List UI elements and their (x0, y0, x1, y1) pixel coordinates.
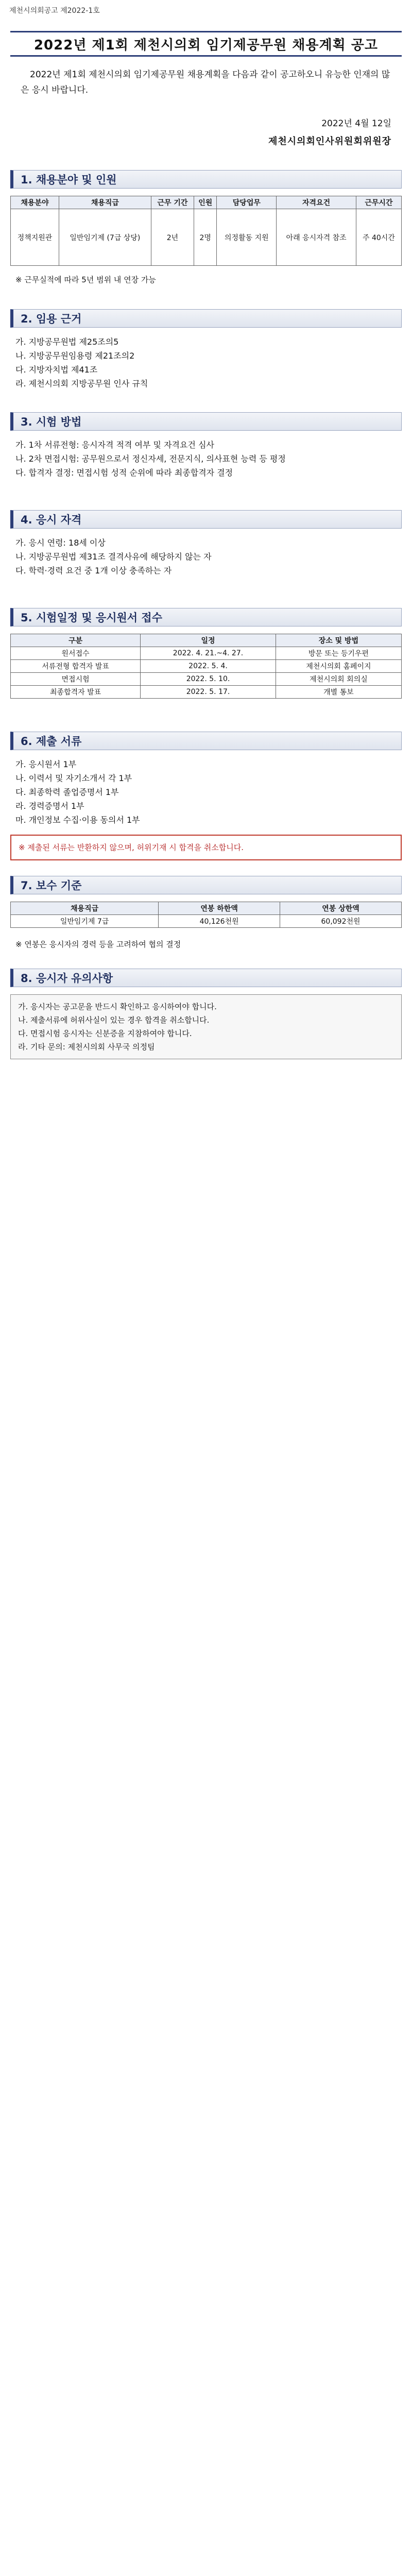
table-cell: 서류전형 합격자 발표 (11, 660, 141, 673)
table-cell: 아래 응시자격 참조 (277, 209, 356, 266)
table-header: 근무시간 (356, 196, 401, 209)
table-cell: 2022. 4. 21.~4. 27. (141, 647, 276, 660)
table-cell: 개별 통보 (276, 686, 401, 699)
section-3-body (15, 438, 397, 480)
section-4-body (15, 536, 397, 578)
list-item: 나. 지방공무원임용령 제21조의2 (15, 351, 135, 361)
table-cell: 일반임기제 7급 (11, 915, 159, 928)
section-heading-1: 1. 채용분야 및 인원 (10, 170, 402, 189)
table-header: 장소 및 방법 (276, 634, 401, 647)
section-heading-2: 2. 임용 근거 (10, 309, 402, 328)
table-header: 구분 (11, 634, 141, 647)
table-header: 채용분야 (11, 196, 59, 209)
section-heading-3: 3. 시험 방법 (10, 412, 402, 431)
table-cell: 의정활동 지원 (217, 209, 277, 266)
list-item: 가. 지방공무원법 제25조의5 (15, 337, 119, 347)
table-cell: 주 40시간 (356, 209, 401, 266)
list-item: 다. 지방자치법 제41조 (15, 365, 98, 375)
cautions-box (10, 994, 402, 1059)
table-header: 채용직급 (11, 902, 159, 915)
table-cell: 60,092천원 (280, 915, 402, 928)
table-cell: 정책지원관 (11, 209, 59, 266)
list-item: 마. 개인정보 수집·이용 동의서 1부 (15, 815, 140, 825)
notice-date: 2022년 4월 12일 (321, 118, 391, 129)
table-cell: 제천시의회 회의실 (276, 673, 401, 686)
section-heading-6: 6. 제출 서류 (10, 732, 402, 750)
section-heading-4: 4. 응시 자격 (10, 510, 402, 529)
list-item: 나. 지방공무원법 제31조 결격사유에 해당하지 않는 자 (15, 552, 212, 562)
section-heading-7: 7. 보수 기준 (10, 876, 402, 894)
table-header: 인원 (194, 196, 217, 209)
notice-number: 제천시의회공고 제2022-1호 (9, 7, 100, 15)
list-item: 다. 학력·경력 요건 중 1개 이상 충족하는 자 (15, 566, 172, 575)
table-cell: 원서접수 (11, 647, 141, 660)
table-cell: 2022. 5. 17. (141, 686, 276, 699)
list-item: 나. 2차 면접시험: 공무원으로서 정신자세, 전문지식, 의사표현 능력 등 평정 (15, 454, 286, 464)
table-cell: 방문 또는 등기우편 (276, 647, 401, 660)
section-heading-8: 8. 응시자 유의사항 (10, 969, 402, 987)
table-header: 근무 기간 (151, 196, 194, 209)
list-item: 가. 응시자는 공고문을 반드시 확인하고 응시하여야 합니다. (18, 1002, 217, 1011)
issuer: 제천시의회인사위원회위원장 (268, 136, 391, 147)
list-item: 가. 1차 서류전형: 응시자격 적격 여부 및 자격요건 심사 (15, 440, 214, 450)
list-item: 나. 이력서 및 자기소개서 각 1부 (15, 773, 132, 783)
list-item: 라. 기타 문의: 제천시의회 사무국 의정팀 (18, 1042, 155, 1052)
table-header: 일정 (141, 634, 276, 647)
table-header: 연봉 하한액 (159, 902, 280, 915)
list-item: 라. 제천시의회 지방공무원 인사 규칙 (15, 379, 148, 388)
table-cell: 40,126천원 (159, 915, 280, 928)
recruitment-table (10, 196, 402, 266)
table-cell: 2년 (151, 209, 194, 266)
table-cell: 2022. 5. 10. (141, 673, 276, 686)
intro-paragraph: 2022년 제1회 제천시의회 임기제공무원 채용계획을 다음과 같이 공고하오니 유능한 인재의 많은 응시 바랍니다. (21, 70, 390, 95)
section-heading-5: 5. 시험일정 및 응시원서 접수 (10, 608, 402, 626)
warning-box: ※ 제출된 서류는 반환하지 않으며, 허위기재 시 합격을 취소합니다. (10, 835, 402, 860)
table-cell: 2명 (194, 209, 217, 266)
page-title: 2022년 제1회 제천시의회 임기제공무원 채용계획 공고 (10, 31, 402, 57)
schedule-table (10, 634, 402, 699)
list-item: 가. 응시원서 1부 (15, 759, 77, 769)
table-header: 채용직급 (59, 196, 151, 209)
table-note: ※ 근무실적에 따라 5년 범위 내 연장 가능 (15, 275, 156, 284)
table-header: 담당업무 (217, 196, 277, 209)
list-item: 다. 최종학력 졸업증명서 1부 (15, 787, 119, 797)
list-item: 라. 경력증명서 1부 (15, 801, 84, 811)
table-cell: 면접시험 (11, 673, 141, 686)
list-item: 다. 면접시험 응시자는 신분증을 지참하여야 합니다. (18, 1029, 192, 1038)
list-item: 나. 제출서류에 허위사실이 있는 경우 합격을 취소합니다. (18, 1015, 210, 1025)
salary-note: ※ 연봉은 응시자의 경력 등을 고려하여 협의 결정 (15, 940, 181, 949)
table-header: 자격요건 (277, 196, 356, 209)
section-6-body (15, 757, 397, 827)
table-cell: 제천시의회 홈페이지 (276, 660, 401, 673)
table-cell: 최종합격자 발표 (11, 686, 141, 699)
section-2-body (15, 335, 397, 391)
salary-table (10, 902, 402, 928)
table-cell: 2022. 5. 4. (141, 660, 276, 673)
table-header: 연봉 상한액 (280, 902, 402, 915)
list-item: 다. 합격자 결정: 면접시험 성적 순위에 따라 최종합격자 결정 (15, 468, 233, 478)
table-cell: 일반임기제 (7급 상당) (59, 209, 151, 266)
list-item: 가. 응시 연령: 18세 이상 (15, 538, 106, 548)
